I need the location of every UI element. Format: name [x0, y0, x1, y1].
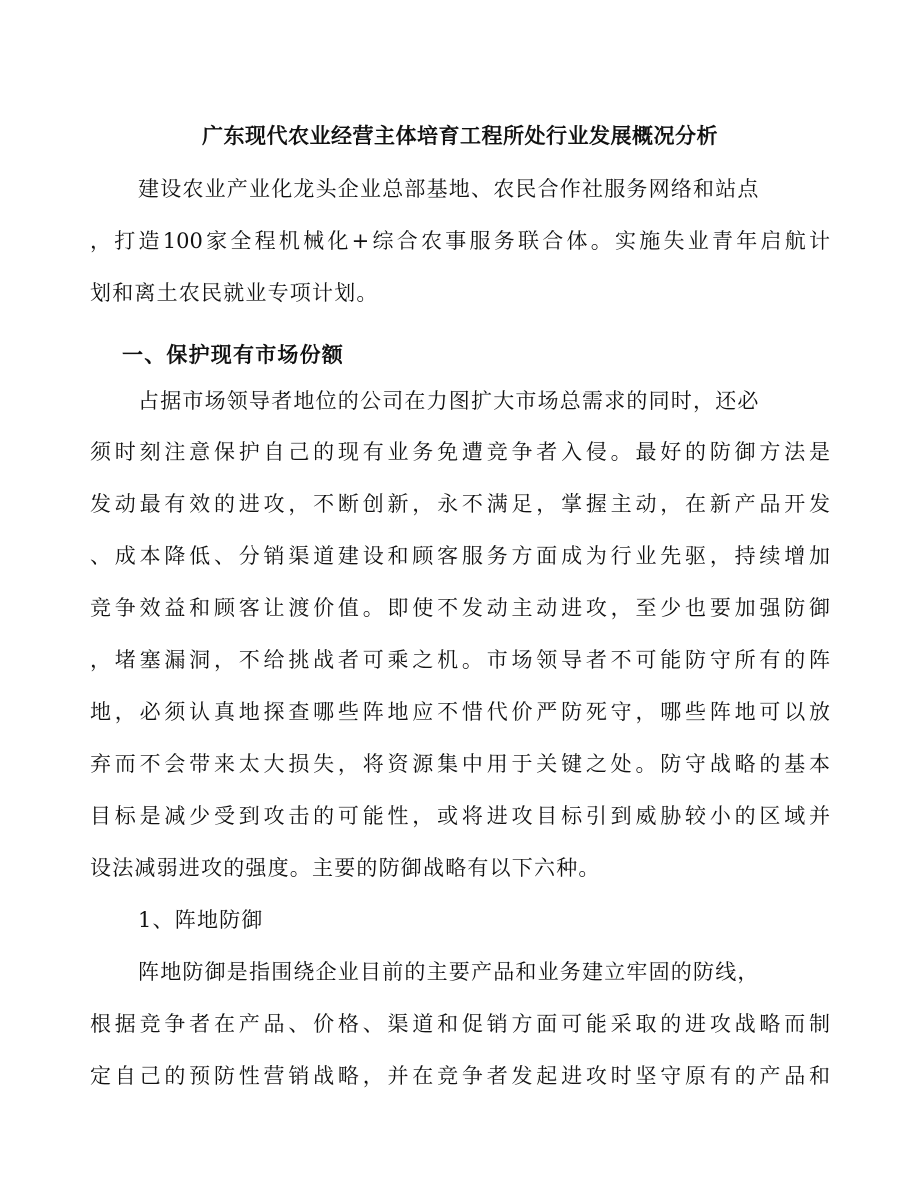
- text-line: 发动最有效的进攻，不断创新，永不满足，掌握主动，在新产品开发: [90, 492, 830, 516]
- text-line: 定自己的预防性营销战略，并在竞争者发起进攻时坚守原有的产品和: [90, 1064, 830, 1088]
- subsection-heading: 1、阵地防御: [138, 908, 264, 932]
- text-line: ，打造100家全程机械化+综合农事服务联合体。实施失业青年启航计: [90, 229, 830, 253]
- section-heading: 一、保护现有市场份额: [122, 342, 344, 367]
- text-line: 设法减弱进攻的强度。主要的防御战略有以下六种。: [90, 856, 601, 880]
- text-line: 目标是减少受到攻击的可能性，或将进攻目标引到威胁较小的区域并: [90, 804, 830, 828]
- text-line: ，堵塞漏洞，不给挑战者可乘之机。市场领导者不可能防守所有的阵: [90, 648, 830, 672]
- text-line: 弃而不会带来太大损失，将资源集中用于关键之处。防守战略的基本: [90, 752, 830, 776]
- text-line: 竞争效益和顾客让渡价值。即使不发动主动进攻，至少也要加强防御: [90, 596, 830, 620]
- text-line: 建设农业产业化龙头企业总部基地、农民合作社服务网络和站点: [138, 177, 760, 201]
- text-line: 占据市场领导者地位的公司在力图扩大市场总需求的同时，还必: [138, 389, 760, 413]
- text-line: 阵地防御是指围绕企业目前的主要产品和业务建立牢固的防线，: [138, 960, 760, 984]
- text-line: 划和离土农民就业专项计划。: [90, 281, 379, 305]
- document-title: 广东现代农业经营主体培育工程所处行业发展概况分析: [202, 123, 718, 148]
- text-line: 、成本降低、分销渠道建设和顾客服务方面成为行业先驱，持续增加: [90, 544, 830, 568]
- text-line: 根据竞争者在产品、价格、渠道和促销方面可能采取的进攻战略而制: [90, 1012, 830, 1036]
- text-line: 地，必须认真地探查哪些阵地应不惜代价严防死守，哪些阵地可以放: [90, 700, 830, 724]
- text-line: 须时刻注意保护自己的现有业务免遭竞争者入侵。最好的防御方法是: [90, 440, 830, 464]
